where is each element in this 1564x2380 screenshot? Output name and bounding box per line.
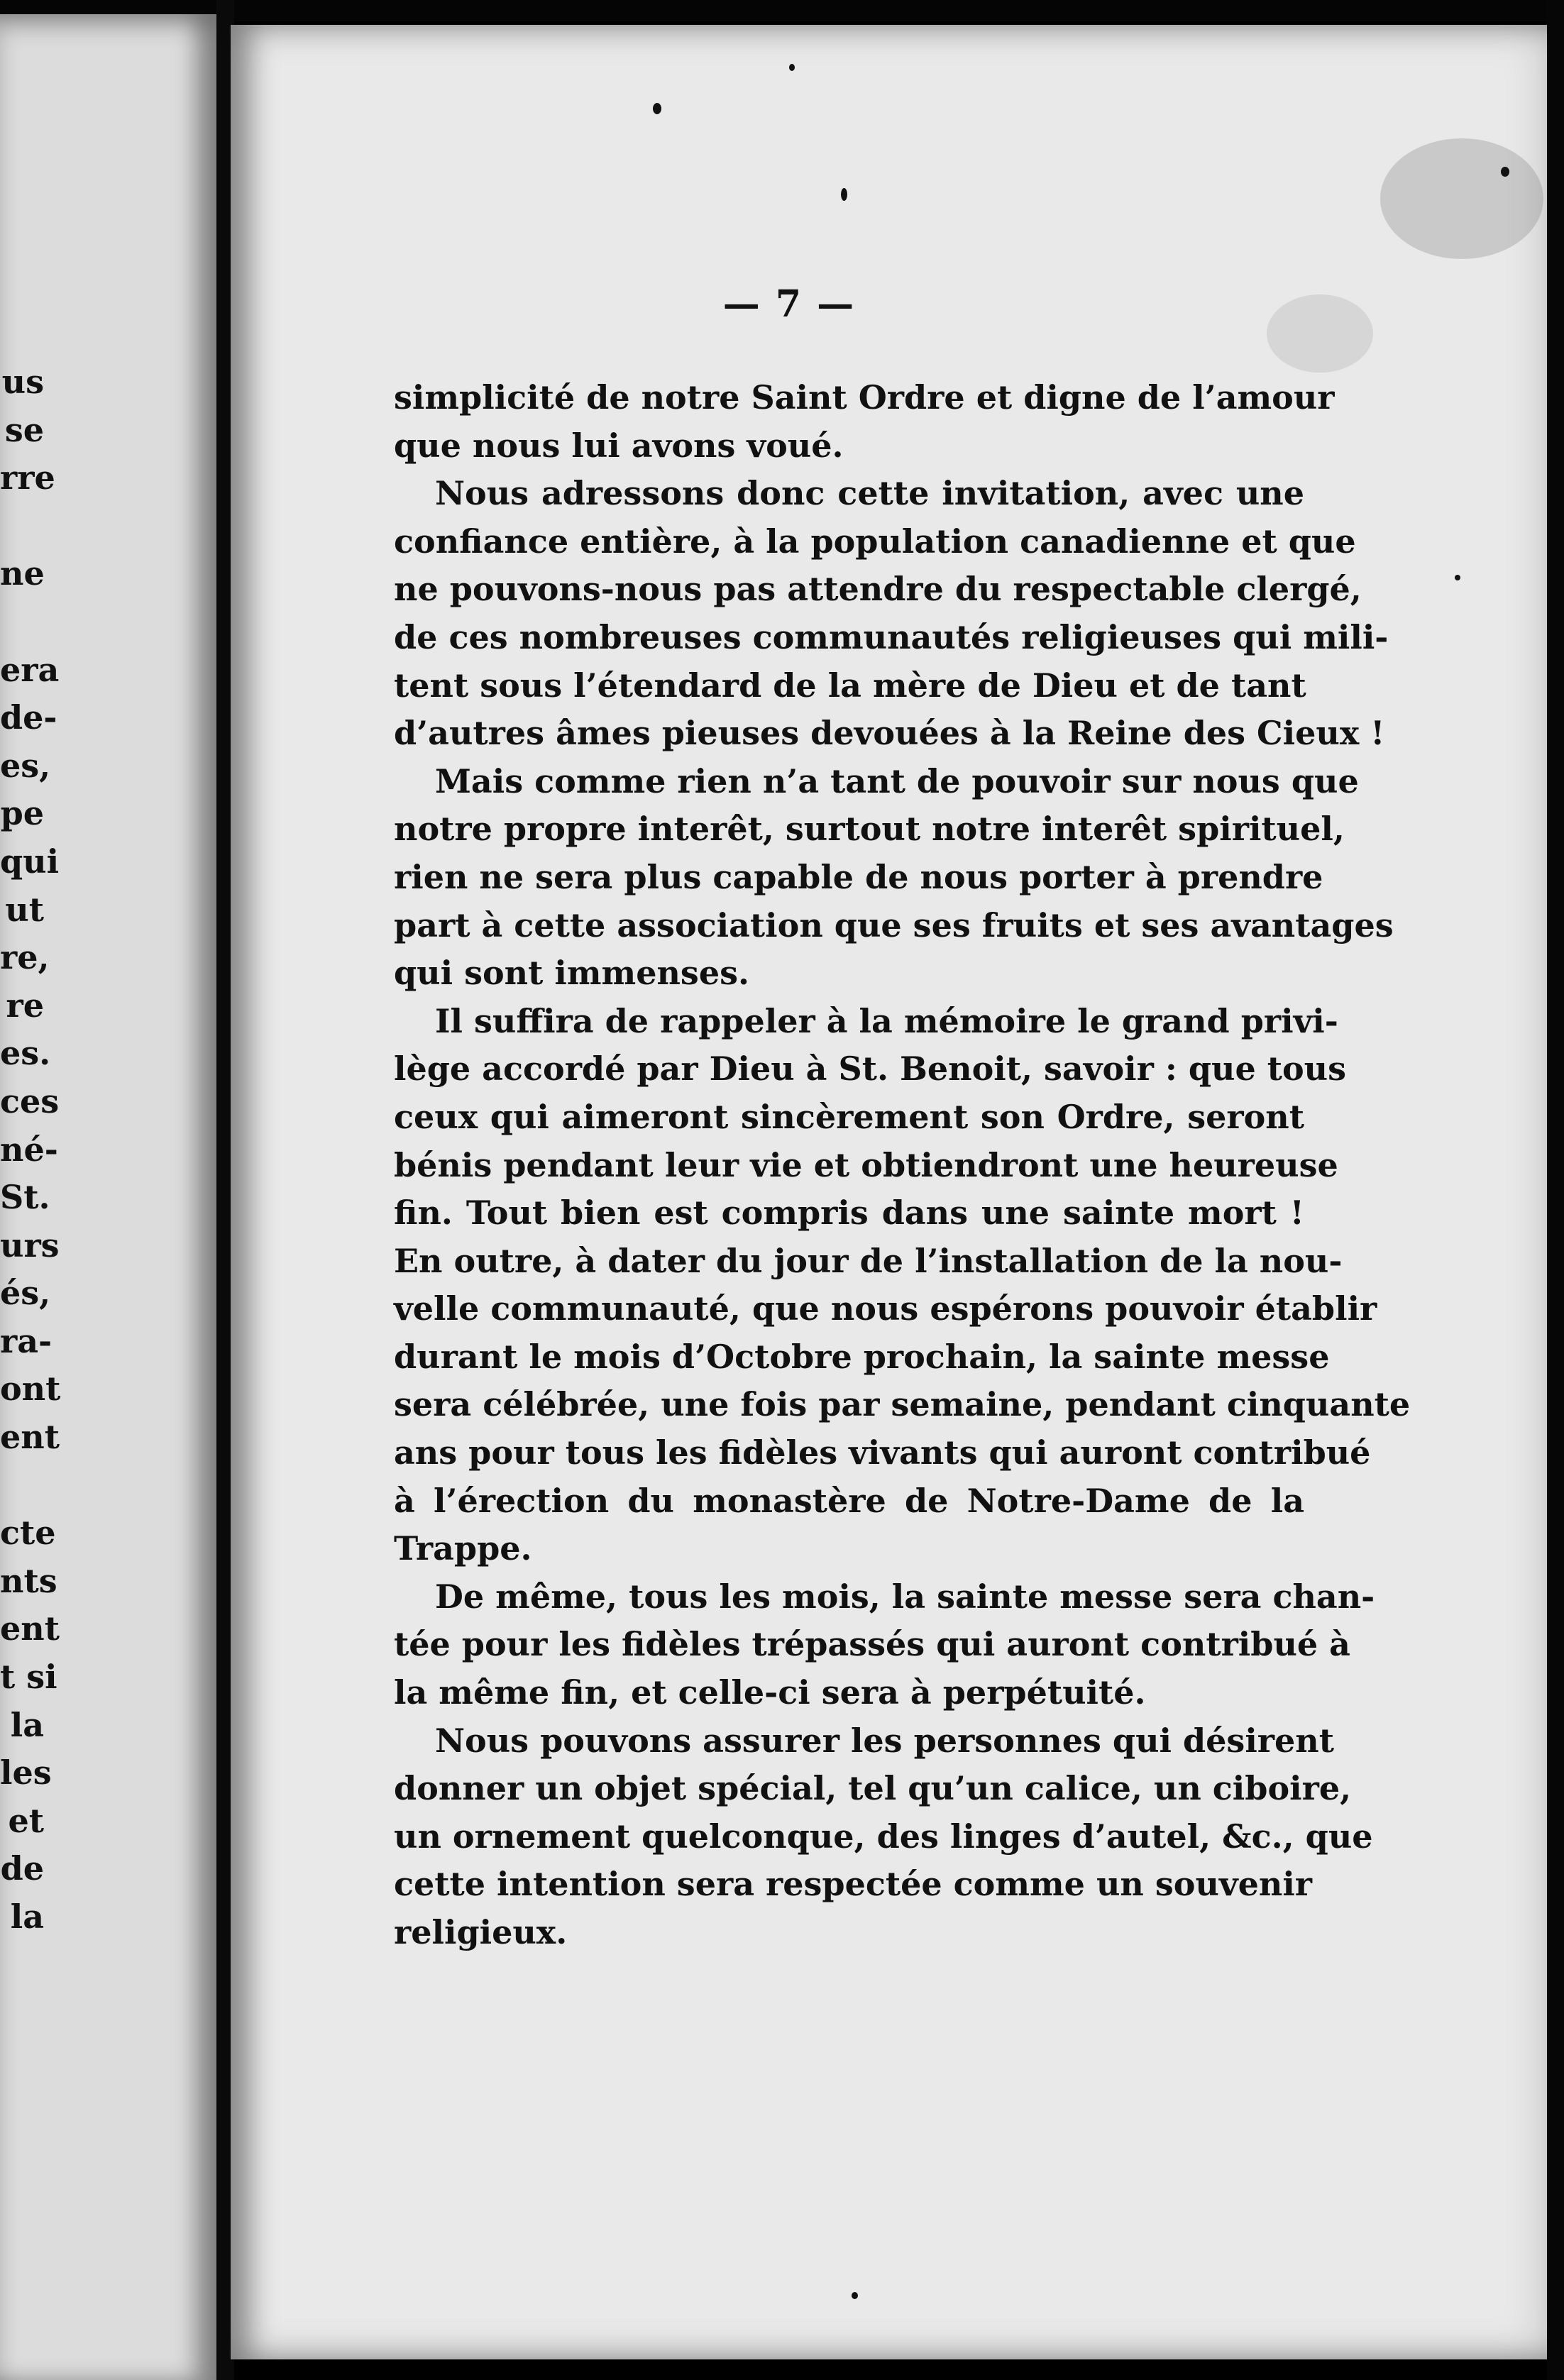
page-speck (1455, 575, 1460, 580)
left-line: re, (0, 938, 50, 977)
left-line: les (0, 1753, 52, 1792)
text-line: Il suffira de rappeler à la mémoire le grand privi- (435, 1001, 1338, 1040)
text-line: tent sous l’étendard de la mère de Dieu et de tant (394, 666, 1306, 705)
left-line: rre (0, 458, 55, 497)
left-line: St. (0, 1178, 50, 1217)
text-line: durant le mois d’Octobre prochain, la sainte messe (394, 1337, 1330, 1376)
page-speck (852, 2292, 858, 2299)
page-speck (1501, 167, 1509, 177)
text-line: ans pour tous les fidèles vivants qui auront contribué (394, 1433, 1371, 1472)
left-line: ne (0, 554, 45, 593)
left-line: de- (0, 698, 57, 737)
text-line: donner un objet spécial, tel qu’un calice, un ciboire, (394, 1769, 1352, 1808)
left-line: se (4, 410, 44, 449)
left-line: ces (0, 1081, 60, 1120)
text-line: fin. Tout bien est compris dans une sainte mort ! (394, 1194, 1304, 1233)
left-line: urs (0, 1225, 60, 1265)
left-page-text-fragments (0, 358, 61, 1941)
text-line: confiance entière, à la population canadienne et que (394, 522, 1356, 561)
text-line: que nous lui avons voué. (394, 426, 844, 465)
left-line: era (0, 650, 60, 689)
page-speck (653, 103, 661, 114)
left-line (0, 1462, 44, 1510)
text-line: de ces nombreuses communautés religieuses qui mili- (394, 617, 1389, 656)
left-line: ent (0, 1418, 60, 1457)
left-line (0, 598, 44, 646)
left-line: pe (0, 794, 44, 833)
text-line: Trappe. (394, 1529, 532, 1568)
text-line: Nous pouvons assurer les personnes qui désirent (435, 1721, 1334, 1760)
text-line: qui sont immenses. (394, 954, 749, 993)
left-line (0, 502, 44, 551)
left-facing-page (0, 14, 216, 2380)
left-line: cte (0, 1514, 56, 1553)
text-line: à l’érection du monastère de Notre-Dame de la (394, 1481, 1304, 1520)
scan-border-top (0, 0, 1564, 21)
page-stain (1380, 138, 1543, 259)
text-line: la même fin, et celle-ci sera à perpétuité. (394, 1673, 1146, 1712)
left-line: qui (0, 842, 60, 881)
scan-border-right (1547, 0, 1564, 2380)
page-body-text (394, 374, 1411, 1957)
text-line: Nous adressons donc cette invitation, avec une (435, 474, 1304, 513)
left-line: ont (0, 1370, 61, 1409)
text-line: velle communauté, que nous espérons pouvoir établir (394, 1289, 1377, 1328)
left-line: né- (0, 1130, 58, 1169)
text-line: religieux. (394, 1913, 568, 1951)
text-line: De même, tous les mois, la sainte messe sera chan- (435, 1577, 1375, 1616)
left-line: us (1, 363, 44, 401)
page-speck (841, 188, 847, 201)
text-line: En outre, à dater du jour de l’installation de la nou- (394, 1241, 1343, 1280)
left-line: la (10, 1705, 44, 1744)
left-line: ra- (0, 1321, 53, 1360)
text-line: d’autres âmes pieuses devouées à la Reine des Cieux ! (394, 714, 1385, 753)
text-line: un ornement quelconque, des linges d’autel, &c., que (394, 1817, 1373, 1856)
left-line: de (0, 1849, 44, 1888)
text-line: tée pour les fidèles trépassés qui auront contribué à (394, 1625, 1350, 1664)
left-line: ut (5, 890, 44, 929)
text-line: Mais comme rien n’a tant de pouvoir sur nous que (435, 761, 1359, 800)
left-line: la (10, 1897, 44, 1936)
left-line: ent (0, 1609, 60, 1648)
left-line: és, (0, 1274, 51, 1313)
left-line: nts (0, 1561, 57, 1600)
text-line: rien ne sera plus capable de nous porter à prendre (394, 857, 1323, 896)
page-speck (789, 64, 795, 71)
text-line: simplicité de notre Saint Ordre et digne de l’amour (394, 378, 1335, 417)
text-line: ne pouvons-nous pas attendre du respectable clergé, (394, 570, 1362, 609)
text-line: notre propre interêt, surtout notre interêt spirituel, (394, 810, 1345, 849)
page-number: — 7 — (722, 282, 856, 326)
text-line: lège accordé par Dieu à St. Benoit, savoir : que tous (394, 1049, 1347, 1089)
left-line: et (8, 1801, 44, 1840)
left-line: t si (0, 1658, 57, 1697)
left-line: es, (0, 746, 51, 785)
text-line: cette intention sera respectée comme un souvenir (394, 1865, 1313, 1904)
left-line: es. (0, 1034, 51, 1073)
text-line: ceux qui aimeront sincèrement son Ordre, seront (394, 1097, 1304, 1136)
text-line: bénis pendant leur vie et obtiendront une heureuse (394, 1145, 1338, 1184)
text-line: part à cette association que ses fruits et ses avantages (394, 905, 1394, 944)
left-line: re (6, 986, 44, 1025)
text-line: sera célébrée, une fois par semaine, pendant cinquante (394, 1385, 1411, 1424)
